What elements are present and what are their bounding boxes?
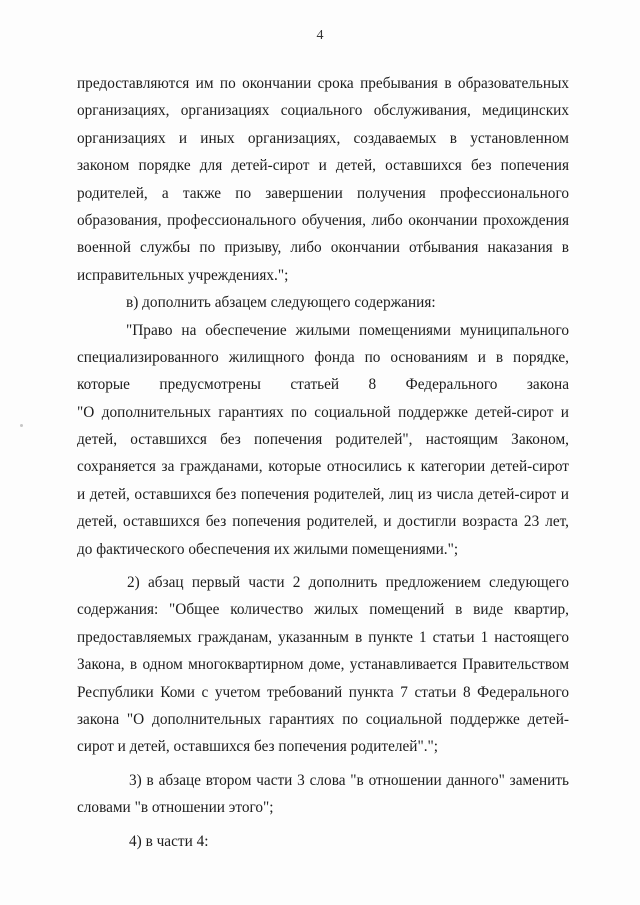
text-line: Республики Коми с учетом требований пункта 7 статьи 8 Федерального — [77, 683, 569, 701]
quoted-paragraph-start: "Право на обеспечение жилыми помещениями муниципального — [126, 321, 569, 339]
text-line: предоставляются им по окончании срока пребывания в образовательных — [77, 75, 569, 92]
text-line: и детей, оставшихся без попечения родителей, лиц из числа детей-сирот и — [77, 485, 569, 503]
text-line: детей, оставшихся без попечения родителей", настоящим Законом, — [77, 431, 569, 449]
text-line: военной службы по призыву, либо окончании отбывания наказания в — [77, 239, 569, 257]
text-line: "О дополнительных гарантиях по социальной поддержке детей-сирот и — [77, 403, 569, 421]
text-line: законом порядке для детей-сирот и детей, оставшихся без попечения — [77, 157, 569, 175]
paragraph-heading-v: в) дополнить абзацем следующего содержания: — [126, 294, 436, 312]
text-line: закона "О дополнительных гарантиях по социальной поддержке детей- — [77, 710, 569, 728]
text-line: образования, профессионального обучения, либо окончании прохождения — [77, 211, 569, 229]
item-2-start: 2) абзац первый части 2 дополнить предложением следующего — [127, 574, 569, 592]
item-3-start: 3) в абзаце втором части 3 слова "в отношении данного" заменить — [129, 771, 569, 789]
page-number: 4 — [316, 28, 324, 43]
text-line: словами "в отношении этого"; — [77, 799, 274, 817]
text-line: предоставляемых гражданам, указанным в пункте 1 статьи 1 настоящего — [77, 628, 569, 646]
text-line: сирот и детей, оставшихся без попечения родителей"."; — [77, 738, 439, 756]
text-line: детей, оставшихся без попечения родителей, и достигли возраста 23 лет, — [77, 513, 569, 531]
text-line: исправительных учреждениях."; — [77, 266, 289, 284]
text-line: содержания: "Общее количество жилых помещений в виде квартир, — [77, 601, 569, 619]
scan-dot — [20, 424, 23, 427]
document-body — [77, 70, 569, 855]
text-line: организациях, организациях социального обслуживания, медицинских — [77, 102, 569, 120]
text-line: специализированного жилищного фонда по основаниям и в порядке, — [77, 348, 569, 366]
text-line: Закона, в одном многоквартирном доме, устанавливается Правительством — [77, 656, 569, 674]
text-line: до фактического обеспечения их жилыми помещениями."; — [77, 540, 459, 558]
text-line: организациях и иных организациях, создаваемых в установленном — [77, 129, 569, 147]
text-line: которые предусмотрены статьей 8 Федерального закона — [77, 376, 569, 394]
item-4-start: 4) в части 4: — [129, 832, 209, 850]
text-line: сохраняется за гражданами, которые относились к категории детей-сирот — [77, 458, 569, 476]
text-line: родителей, а также по завершении получения профессионального — [77, 184, 569, 202]
